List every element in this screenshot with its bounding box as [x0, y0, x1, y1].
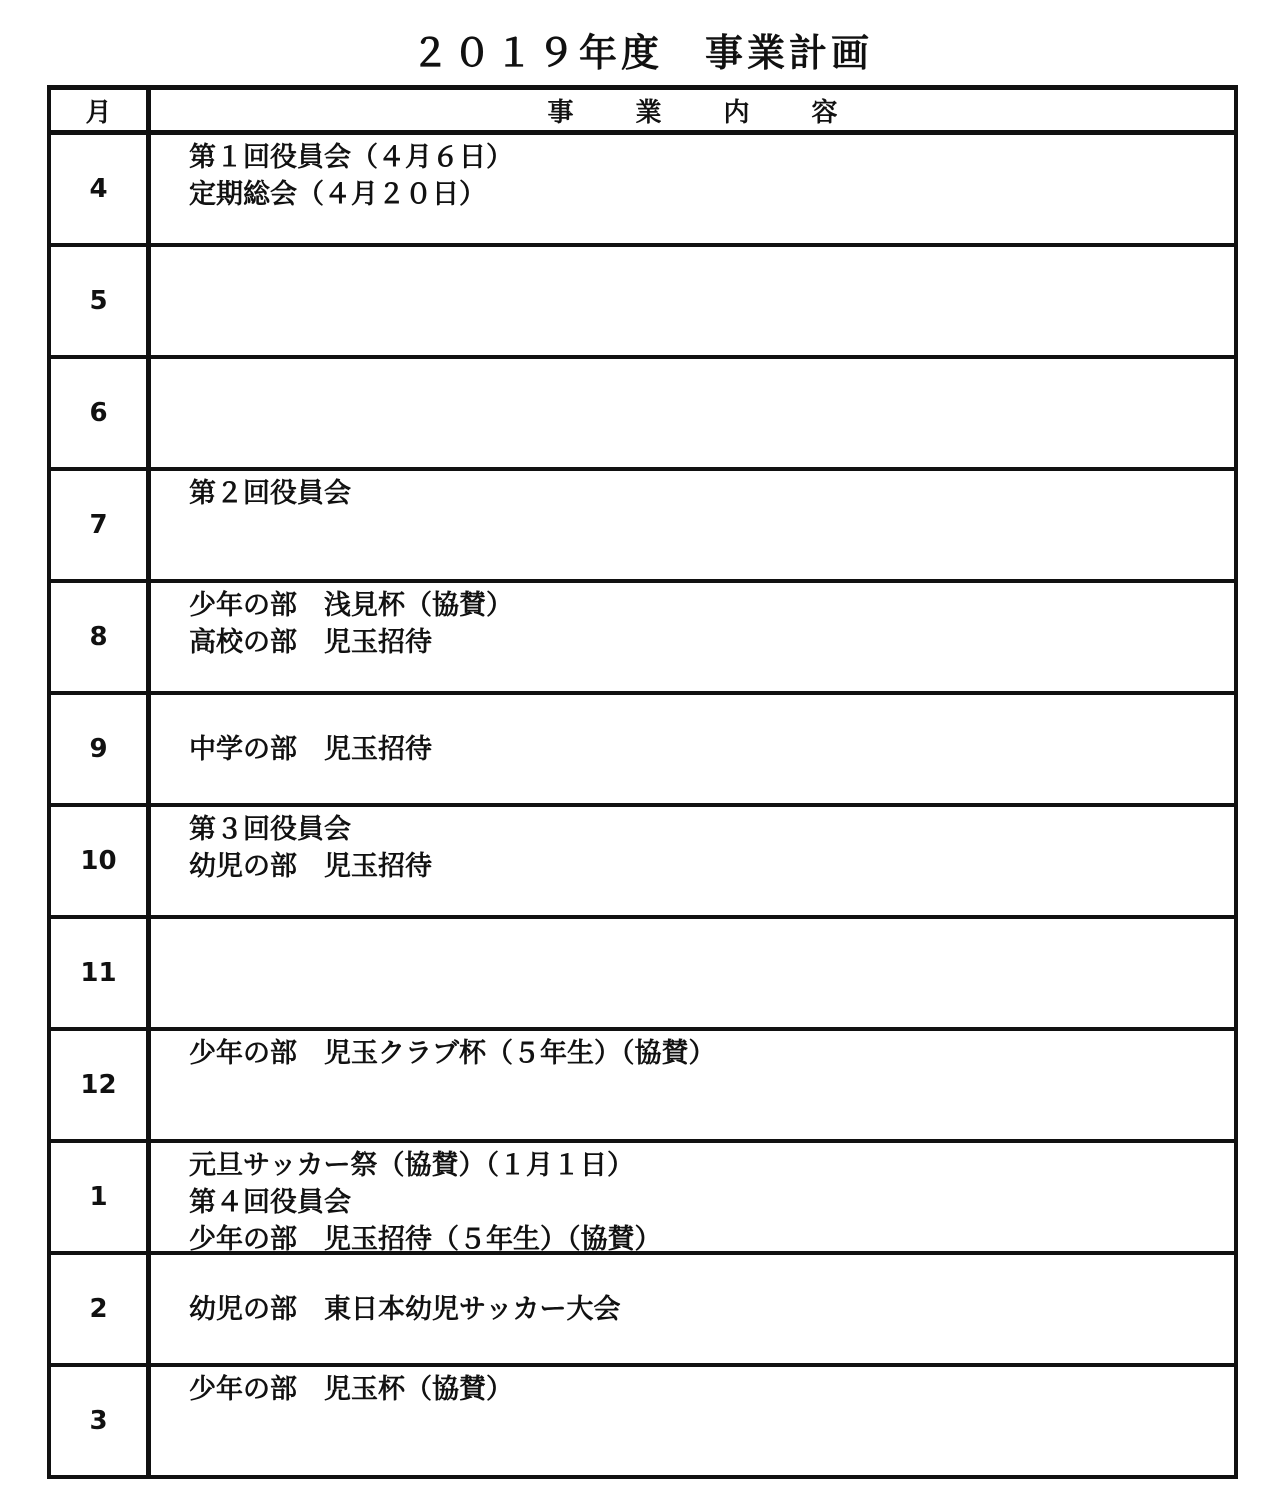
page-title: ２０１９年度 事業計画 — [410, 31, 873, 75]
header-month: 月 — [51, 90, 151, 130]
content-cell — [151, 247, 1234, 355]
month-cell: 10 — [51, 807, 151, 915]
content-line: 高校の部 児玉招待 — [189, 627, 432, 658]
month-cell: 2 — [51, 1255, 151, 1363]
content-cell — [151, 919, 1234, 1027]
month-cell: 12 — [51, 1031, 151, 1139]
table-header — [51, 85, 1234, 135]
content-line: 少年の部 児玉招待（５年生）（協賛） — [189, 1224, 662, 1255]
month-cell: 7 — [51, 471, 151, 579]
month-cell: 6 — [51, 359, 151, 467]
content-line: 幼児の部 児玉招待 — [189, 851, 432, 882]
month-cell: 4 — [51, 135, 151, 243]
table-row — [51, 471, 1234, 583]
table-row — [51, 1255, 1234, 1367]
content-cell — [151, 1255, 1234, 1363]
content-cell — [151, 1031, 1234, 1139]
content-line: 少年の部 浅見杯（協賛） — [189, 590, 513, 621]
month-cell: 3 — [51, 1367, 151, 1475]
month-cell: 11 — [51, 919, 151, 1027]
plan-table — [47, 85, 1238, 1479]
content-line: 第２回役員会 — [189, 478, 351, 509]
month-cell: 9 — [51, 695, 151, 803]
table-row — [51, 695, 1234, 807]
table-row — [51, 1367, 1234, 1475]
content-line: 少年の部 児玉クラブ杯（５年生）（協賛） — [189, 1038, 716, 1069]
table-row — [51, 359, 1234, 471]
content-line: 第３回役員会 — [189, 814, 351, 845]
table-row — [51, 919, 1234, 1031]
month-cell: 8 — [51, 583, 151, 691]
table-row — [51, 1143, 1234, 1255]
content-cell — [151, 807, 1234, 915]
table-row — [51, 807, 1234, 919]
content-line: 第４回役員会 — [189, 1187, 351, 1218]
table-row — [51, 583, 1234, 695]
content-cell — [151, 695, 1234, 803]
content-line: 元旦サッカー祭（協賛）（１月１日） — [189, 1150, 634, 1181]
table-row — [51, 247, 1234, 359]
content-cell — [151, 471, 1234, 579]
content-cell — [151, 135, 1234, 243]
content-line: 定期総会（４月２０日） — [189, 179, 486, 210]
table-body — [51, 135, 1234, 1475]
content-line: 幼児の部 東日本幼児サッカー大会 — [189, 1293, 621, 1325]
header-content: 事業内容 — [547, 97, 900, 128]
content-line: 第１回役員会（４月６日） — [189, 142, 513, 173]
month-cell: 1 — [51, 1143, 151, 1251]
content-line: 中学の部 児玉招待 — [189, 733, 432, 765]
content-cell — [151, 1143, 1234, 1255]
content-cell — [151, 1367, 1234, 1475]
content-line: 少年の部 児玉杯（協賛） — [189, 1374, 513, 1405]
month-cell: 5 — [51, 247, 151, 355]
table-row — [51, 1031, 1234, 1143]
table-row — [51, 135, 1234, 247]
content-cell — [151, 583, 1234, 691]
content-cell — [151, 359, 1234, 467]
